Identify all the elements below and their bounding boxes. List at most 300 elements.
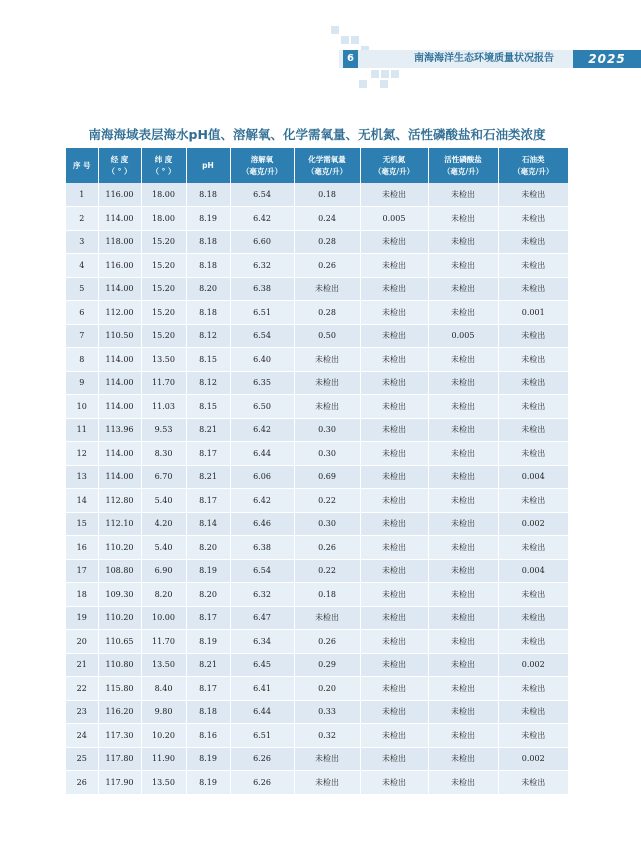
table-cell: 未检出 <box>498 371 568 395</box>
table-cell: 6.42 <box>230 489 294 513</box>
table-cell: 未检出 <box>428 700 498 724</box>
column-header-label: 无机氮 <box>382 154 406 164</box>
report-title: 南海海洋生态环境质量状况报告 <box>414 53 554 64</box>
table-cell: 116.20 <box>98 700 141 724</box>
table-cell: 未检出 <box>498 442 568 466</box>
table-cell: 110.65 <box>98 630 141 654</box>
table-cell: 未检出 <box>428 418 498 442</box>
table-cell: 未检出 <box>360 465 428 489</box>
decorative-square <box>391 70 399 78</box>
table-cell: 0.26 <box>294 630 360 654</box>
table-cell: 0.32 <box>294 724 360 748</box>
table-cell: 未检出 <box>294 371 360 395</box>
table-cell: 12 <box>66 442 98 466</box>
table-row <box>66 301 568 325</box>
table-body <box>66 183 568 794</box>
table-cell: 未检出 <box>360 489 428 513</box>
table-cell: 8.18 <box>186 700 230 724</box>
decorative-square <box>380 80 388 88</box>
table-row <box>66 207 568 231</box>
table-cell: 6.26 <box>230 771 294 795</box>
table-cell: 6.54 <box>230 183 294 207</box>
table-cell: 未检出 <box>498 489 568 513</box>
table-row <box>66 324 568 348</box>
table-cell: 4 <box>66 254 98 278</box>
table-row <box>66 442 568 466</box>
table-cell: 未检出 <box>428 183 498 207</box>
table-cell: 17 <box>66 559 98 583</box>
table-cell: 未检出 <box>428 559 498 583</box>
table-row <box>66 583 568 607</box>
table-cell: 14 <box>66 489 98 513</box>
table-cell: 6.47 <box>230 606 294 630</box>
table-cell: 未检出 <box>360 442 428 466</box>
table-cell: 1 <box>66 183 98 207</box>
table-row <box>66 630 568 654</box>
table-cell: 6.40 <box>230 348 294 372</box>
table-cell: 6.42 <box>230 418 294 442</box>
table-cell: 8.17 <box>186 442 230 466</box>
column-header-unit: （毫克/升） <box>442 166 484 176</box>
decorative-square <box>359 80 367 88</box>
table-cell: 未检出 <box>428 465 498 489</box>
table-cell: 0.30 <box>294 512 360 536</box>
table-cell: 13.50 <box>141 348 186 372</box>
table-cell: 6.32 <box>230 254 294 278</box>
table-cell: 未检出 <box>428 489 498 513</box>
table-cell: 110.80 <box>98 653 141 677</box>
table-row <box>66 700 568 724</box>
table-cell: 0.18 <box>294 183 360 207</box>
table-cell: 6.50 <box>230 395 294 419</box>
table-cell: 112.80 <box>98 489 141 513</box>
page-number: 6 <box>343 50 358 68</box>
table-cell: 未检出 <box>498 536 568 560</box>
table-cell: 15.20 <box>141 277 186 301</box>
table-cell: 9 <box>66 371 98 395</box>
table-cell: 0.22 <box>294 559 360 583</box>
table-row <box>66 395 568 419</box>
table-cell: 未检出 <box>498 771 568 795</box>
column-header-label: pH <box>202 160 214 170</box>
table-cell: 未检出 <box>428 277 498 301</box>
table-cell: 8.17 <box>186 677 230 701</box>
table-cell: 8.40 <box>141 677 186 701</box>
column-header <box>360 148 428 183</box>
column-header <box>428 148 498 183</box>
table-row <box>66 771 568 795</box>
column-header <box>66 148 98 183</box>
table-cell: 未检出 <box>428 747 498 771</box>
table-cell: 116.00 <box>98 183 141 207</box>
table-cell: 118.00 <box>98 230 141 254</box>
table-cell: 114.00 <box>98 371 141 395</box>
table-cell: 8.17 <box>186 489 230 513</box>
table-cell: 110.50 <box>98 324 141 348</box>
table-cell: 8.14 <box>186 512 230 536</box>
table-cell: 6 <box>66 301 98 325</box>
table-cell: 未检出 <box>498 630 568 654</box>
table-cell: 9.80 <box>141 700 186 724</box>
table-cell: 8.17 <box>186 606 230 630</box>
table-cell: 未检出 <box>360 606 428 630</box>
table-cell: 8.19 <box>186 630 230 654</box>
table-cell: 0.18 <box>294 583 360 607</box>
table-cell: 未检出 <box>428 771 498 795</box>
table-row <box>66 536 568 560</box>
table-cell: 6.42 <box>230 207 294 231</box>
table-cell: 0.30 <box>294 418 360 442</box>
table-row <box>66 465 568 489</box>
table-cell: 114.00 <box>98 277 141 301</box>
table-cell: 未检出 <box>360 371 428 395</box>
table-cell: 8.18 <box>186 183 230 207</box>
table-cell: 5.40 <box>141 536 186 560</box>
column-header-unit: （毫克/升） <box>373 166 415 176</box>
table-row <box>66 254 568 278</box>
table-cell: 未检出 <box>428 230 498 254</box>
table-row <box>66 512 568 536</box>
table-row <box>66 277 568 301</box>
table-cell: 未检出 <box>428 536 498 560</box>
table-cell: 8.20 <box>186 536 230 560</box>
table-cell: 未检出 <box>498 700 568 724</box>
table-cell: 6.44 <box>230 700 294 724</box>
table-title: 南海海域表层海水pH值、溶解氧、化学需氧量、无机氮、活性磷酸盐和石油类浓度 <box>88 127 546 142</box>
table-cell: 108.80 <box>98 559 141 583</box>
table-cell: 22 <box>66 677 98 701</box>
table-cell: 8.20 <box>186 277 230 301</box>
table-cell: 6.45 <box>230 653 294 677</box>
table-cell: 8.15 <box>186 395 230 419</box>
table-row <box>66 489 568 513</box>
table-cell: 未检出 <box>360 395 428 419</box>
table-cell: 13.50 <box>141 653 186 677</box>
table-cell: 未检出 <box>360 747 428 771</box>
column-header-unit: （毫克/升） <box>241 166 283 176</box>
table-cell: 115.80 <box>98 677 141 701</box>
table-cell: 未检出 <box>360 254 428 278</box>
table-cell: 未检出 <box>428 724 498 748</box>
table-cell: 未检出 <box>360 700 428 724</box>
table-row <box>66 348 568 372</box>
table-cell: 117.30 <box>98 724 141 748</box>
table-cell: 113.96 <box>98 418 141 442</box>
table-cell: 未检出 <box>428 653 498 677</box>
column-header-label: 活性磷酸盐 <box>444 154 482 164</box>
table-cell: 112.00 <box>98 301 141 325</box>
table-cell: 未检出 <box>360 277 428 301</box>
table-cell: 11.90 <box>141 747 186 771</box>
table-cell: 未检出 <box>360 724 428 748</box>
table-cell: 11 <box>66 418 98 442</box>
table-cell: 13.50 <box>141 771 186 795</box>
table-cell: 0.20 <box>294 677 360 701</box>
table-cell: 未检出 <box>498 207 568 231</box>
table-cell: 未检出 <box>498 395 568 419</box>
table-cell: 8.21 <box>186 653 230 677</box>
table-cell: 0.26 <box>294 254 360 278</box>
table-cell: 未检出 <box>428 583 498 607</box>
table-cell: 6.51 <box>230 724 294 748</box>
table-row <box>66 653 568 677</box>
decorative-square <box>371 70 379 78</box>
table-cell: 未检出 <box>360 324 428 348</box>
table-cell: 114.00 <box>98 207 141 231</box>
table-cell: 6.41 <box>230 677 294 701</box>
table-cell: 8.18 <box>186 230 230 254</box>
table-cell: 未检出 <box>428 348 498 372</box>
table-cell: 未检出 <box>498 277 568 301</box>
table-cell: 26 <box>66 771 98 795</box>
table-cell: 15 <box>66 512 98 536</box>
table-cell: 未检出 <box>498 254 568 278</box>
table-cell: 未检出 <box>428 395 498 419</box>
table-cell: 15.20 <box>141 324 186 348</box>
table-cell: 未检出 <box>360 771 428 795</box>
table-cell: 0.002 <box>498 512 568 536</box>
column-header-label: 纬 度 <box>154 154 173 164</box>
table-row <box>66 559 568 583</box>
table-cell: 8.18 <box>186 301 230 325</box>
table-cell: 未检出 <box>498 348 568 372</box>
table-cell: 0.24 <box>294 207 360 231</box>
table-cell: 未检出 <box>360 583 428 607</box>
table-cell: 未检出 <box>360 512 428 536</box>
table-cell: 110.20 <box>98 536 141 560</box>
column-header-label: 序 号 <box>72 160 91 170</box>
table-cell: 6.06 <box>230 465 294 489</box>
table-cell: 15.20 <box>141 254 186 278</box>
column-header <box>294 148 360 183</box>
table-cell: 5.40 <box>141 489 186 513</box>
table-row <box>66 677 568 701</box>
column-header <box>98 148 141 183</box>
table-cell: 0.004 <box>498 559 568 583</box>
table-cell: 11.70 <box>141 371 186 395</box>
table-cell: 13 <box>66 465 98 489</box>
table-cell: 未检出 <box>498 230 568 254</box>
table-cell: 18 <box>66 583 98 607</box>
table-cell: 110.20 <box>98 606 141 630</box>
table-cell: 未检出 <box>360 183 428 207</box>
table-cell: 6.38 <box>230 277 294 301</box>
table-header-row <box>66 148 568 183</box>
table-cell: 6.46 <box>230 512 294 536</box>
table-cell: 8.30 <box>141 442 186 466</box>
table-cell: 未检出 <box>428 630 498 654</box>
column-header-unit: （毫克/升） <box>513 166 554 176</box>
table-cell: 15.20 <box>141 230 186 254</box>
decorative-square <box>351 36 359 44</box>
table-cell: 6.70 <box>141 465 186 489</box>
table-cell: 9.53 <box>141 418 186 442</box>
table-cell: 11.70 <box>141 630 186 654</box>
decorative-square <box>331 26 339 34</box>
column-header <box>498 148 568 183</box>
table-cell: 8.20 <box>186 583 230 607</box>
table-cell: 未检出 <box>498 183 568 207</box>
table-row <box>66 371 568 395</box>
table-cell: 0.005 <box>360 207 428 231</box>
table-cell: 6.38 <box>230 536 294 560</box>
column-header-unit: （毫克/升） <box>306 166 348 176</box>
table-cell: 未检出 <box>294 348 360 372</box>
table-cell: 未检出 <box>294 771 360 795</box>
table-cell: 8.18 <box>186 254 230 278</box>
table-row <box>66 747 568 771</box>
table-cell: 6.51 <box>230 301 294 325</box>
table-cell: 116.00 <box>98 254 141 278</box>
table-cell: 未检出 <box>498 724 568 748</box>
table-cell: 0.28 <box>294 301 360 325</box>
table-cell: 未检出 <box>360 536 428 560</box>
table-cell: 未检出 <box>294 395 360 419</box>
table-cell: 114.00 <box>98 395 141 419</box>
table-cell: 19 <box>66 606 98 630</box>
table-cell: 6.90 <box>141 559 186 583</box>
table-cell: 8.20 <box>141 583 186 607</box>
table-cell: 未检出 <box>360 630 428 654</box>
table-row <box>66 230 568 254</box>
decorative-square <box>381 70 389 78</box>
table-cell: 未检出 <box>428 512 498 536</box>
decorative-square <box>341 36 349 44</box>
table-cell: 6.54 <box>230 324 294 348</box>
table-cell: 0.28 <box>294 230 360 254</box>
table-cell: 8 <box>66 348 98 372</box>
table-cell: 114.00 <box>98 442 141 466</box>
table-cell: 未检出 <box>428 254 498 278</box>
table-cell: 21 <box>66 653 98 677</box>
table-cell: 24 <box>66 724 98 748</box>
table-cell: 18.00 <box>141 207 186 231</box>
table-cell: 16 <box>66 536 98 560</box>
table-cell: 3 <box>66 230 98 254</box>
table-cell: 0.26 <box>294 536 360 560</box>
table-row <box>66 418 568 442</box>
table-cell: 6.44 <box>230 442 294 466</box>
table-cell: 未检出 <box>294 606 360 630</box>
column-header <box>141 148 186 183</box>
table-cell: 未检出 <box>360 653 428 677</box>
table-cell: 6.35 <box>230 371 294 395</box>
table-cell: 8.19 <box>186 559 230 583</box>
water-quality-table <box>66 148 568 795</box>
table-cell: 15.20 <box>141 301 186 325</box>
table-cell: 10.20 <box>141 724 186 748</box>
table-row <box>66 606 568 630</box>
table-cell: 8.12 <box>186 371 230 395</box>
column-header-label: 化学需氧量 <box>308 154 346 164</box>
table-row <box>66 724 568 748</box>
table-cell: 未检出 <box>428 301 498 325</box>
table-cell: 未检出 <box>294 277 360 301</box>
year-badge: 2025 <box>573 50 641 68</box>
column-header-unit: （ ° ） <box>151 166 176 176</box>
column-header <box>186 148 230 183</box>
table-cell: 8.12 <box>186 324 230 348</box>
table-cell: 0.001 <box>498 301 568 325</box>
table-cell: 0.002 <box>498 747 568 771</box>
column-header-label: 经 度 <box>110 154 129 164</box>
table-cell: 5 <box>66 277 98 301</box>
table-cell: 0.005 <box>428 324 498 348</box>
table-cell: 未检出 <box>498 418 568 442</box>
column-header-label: 石油类 <box>522 154 545 164</box>
table-cell: 未检出 <box>498 677 568 701</box>
table-cell: 4.20 <box>141 512 186 536</box>
table-cell: 6.54 <box>230 559 294 583</box>
table-cell: 18.00 <box>141 183 186 207</box>
table-cell: 未检出 <box>360 677 428 701</box>
table-row <box>66 183 568 207</box>
table-cell: 0.50 <box>294 324 360 348</box>
table-cell: 未检出 <box>428 442 498 466</box>
table-cell: 10 <box>66 395 98 419</box>
table-cell: 8.19 <box>186 747 230 771</box>
column-header-label: 溶解氧 <box>250 154 274 164</box>
table-cell: 11.03 <box>141 395 186 419</box>
table-cell: 117.90 <box>98 771 141 795</box>
table-cell: 8.15 <box>186 348 230 372</box>
table-cell: 未检出 <box>498 324 568 348</box>
table-cell: 114.00 <box>98 348 141 372</box>
table-cell: 未检出 <box>360 230 428 254</box>
table-cell: 6.34 <box>230 630 294 654</box>
column-header-unit: （ ° ） <box>107 166 132 176</box>
table-cell: 未检出 <box>498 583 568 607</box>
table-cell: 25 <box>66 747 98 771</box>
table-cell: 未检出 <box>360 348 428 372</box>
table-cell: 6.32 <box>230 583 294 607</box>
table-cell: 0.69 <box>294 465 360 489</box>
table-cell: 112.10 <box>98 512 141 536</box>
table-cell: 0.004 <box>498 465 568 489</box>
table-cell: 114.00 <box>98 465 141 489</box>
table-cell: 8.19 <box>186 207 230 231</box>
table-cell: 0.29 <box>294 653 360 677</box>
table-cell: 117.80 <box>98 747 141 771</box>
table-cell: 0.002 <box>498 653 568 677</box>
table-cell: 8.19 <box>186 771 230 795</box>
table-cell: 0.22 <box>294 489 360 513</box>
table-cell: 8.16 <box>186 724 230 748</box>
table-cell: 23 <box>66 700 98 724</box>
table-cell: 未检出 <box>360 418 428 442</box>
table-cell: 未检出 <box>428 677 498 701</box>
table-cell: 2 <box>66 207 98 231</box>
table-cell: 未检出 <box>428 371 498 395</box>
table-cell: 109.30 <box>98 583 141 607</box>
table-cell: 未检出 <box>294 747 360 771</box>
table-cell: 未检出 <box>360 301 428 325</box>
column-header <box>230 148 294 183</box>
table-cell: 0.30 <box>294 442 360 466</box>
table-cell: 未检出 <box>428 207 498 231</box>
table-cell: 20 <box>66 630 98 654</box>
table-cell: 未检出 <box>428 606 498 630</box>
table-cell: 6.60 <box>230 230 294 254</box>
table-cell: 7 <box>66 324 98 348</box>
table-cell: 10.00 <box>141 606 186 630</box>
table-cell: 未检出 <box>498 606 568 630</box>
table-cell: 8.21 <box>186 465 230 489</box>
table-cell: 未检出 <box>360 559 428 583</box>
table-cell: 8.21 <box>186 418 230 442</box>
table-cell: 0.33 <box>294 700 360 724</box>
table-cell: 6.26 <box>230 747 294 771</box>
